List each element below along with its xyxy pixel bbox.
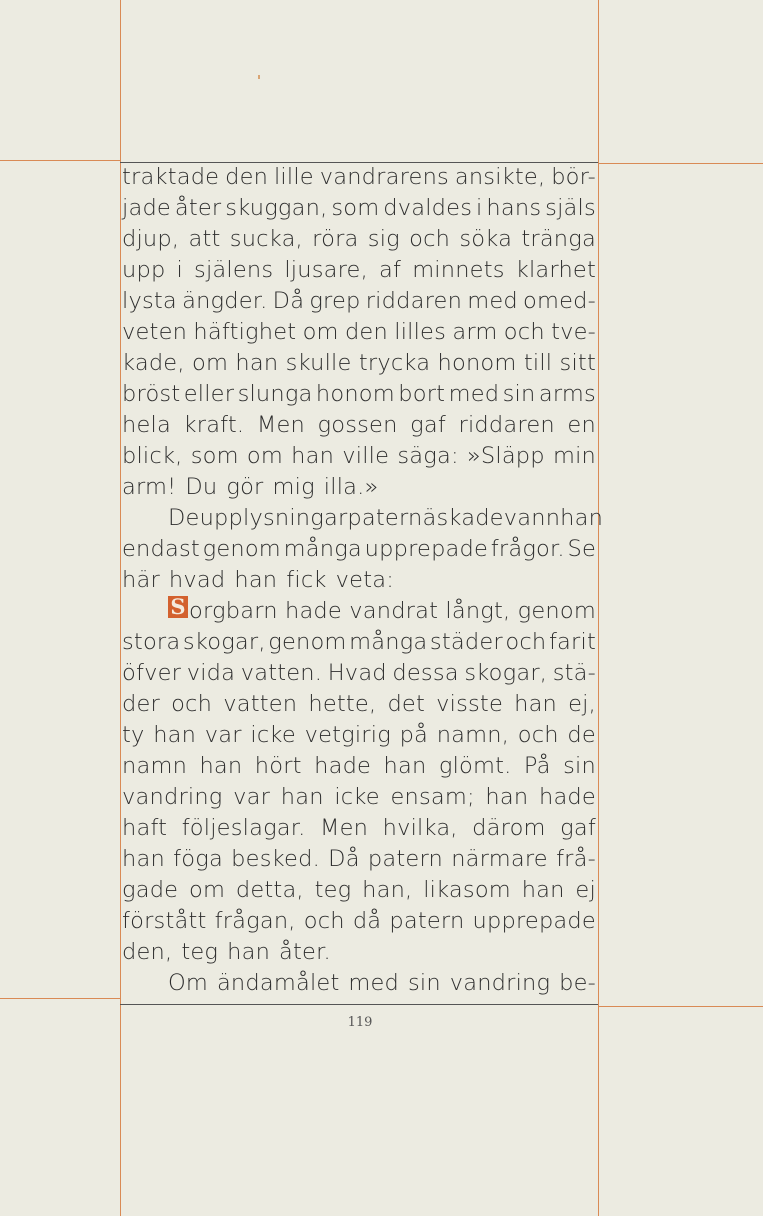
word: genom xyxy=(517,598,596,624)
word: tve- xyxy=(551,319,596,345)
word: gaf xyxy=(560,815,596,841)
word: lille xyxy=(273,164,314,190)
word: ängder. xyxy=(182,288,268,314)
word: bör- xyxy=(551,164,596,190)
word: ensam; xyxy=(390,784,475,810)
word: likasom xyxy=(423,877,511,903)
word: många xyxy=(283,536,362,562)
word: och xyxy=(171,691,213,717)
word: Se xyxy=(567,536,596,562)
word: Hvad xyxy=(327,660,387,686)
word: öfver xyxy=(122,660,182,686)
word: åter. xyxy=(279,939,331,965)
text-line xyxy=(122,410,596,441)
word: Då xyxy=(328,846,360,872)
word: På xyxy=(523,753,551,779)
text-line xyxy=(122,348,596,379)
word: den xyxy=(344,319,388,345)
word: dessa xyxy=(392,660,459,686)
word: vatten. xyxy=(240,660,323,686)
word: omed- xyxy=(523,288,596,314)
word: om xyxy=(192,350,229,376)
word: hvad xyxy=(168,567,226,593)
word: slunga xyxy=(237,381,313,407)
word: riddaren xyxy=(458,412,555,438)
word: de xyxy=(567,722,596,748)
word: skogar, xyxy=(182,629,266,655)
word: honom xyxy=(437,350,517,376)
word: var xyxy=(233,784,271,810)
word: der xyxy=(122,691,160,717)
word: söka xyxy=(459,226,513,252)
word: han xyxy=(122,846,165,872)
word: vida xyxy=(186,660,236,686)
word: hört xyxy=(254,753,302,779)
word: riddaren xyxy=(365,288,463,314)
text-line xyxy=(122,968,596,999)
word: arm! xyxy=(122,474,177,500)
text-line xyxy=(122,782,596,813)
word: många xyxy=(349,629,428,655)
word: Om xyxy=(168,970,209,996)
word: Men xyxy=(256,412,305,438)
word: frågor. xyxy=(490,536,565,562)
word: genom xyxy=(202,536,281,562)
paper-speck xyxy=(258,75,260,79)
word: den xyxy=(225,164,269,190)
word: långt, xyxy=(445,598,511,624)
word: han xyxy=(234,567,278,593)
word: här xyxy=(122,567,160,593)
word: som xyxy=(190,443,239,469)
text-line xyxy=(122,193,596,224)
word: att xyxy=(188,226,221,252)
word: haft xyxy=(122,815,168,841)
word: om xyxy=(302,319,339,345)
word: Du xyxy=(185,474,218,500)
word: frå- xyxy=(556,846,596,872)
word: röra xyxy=(312,226,359,252)
bottom-rule-left xyxy=(0,998,120,999)
right-margin-rule xyxy=(598,0,599,1216)
word: namn xyxy=(122,753,188,779)
text-line xyxy=(122,503,604,534)
word: i xyxy=(476,195,483,221)
word: och xyxy=(503,319,545,345)
word: ej, xyxy=(568,691,596,717)
text-line xyxy=(122,534,596,565)
word: frågan, xyxy=(214,908,296,934)
word: skuggan, xyxy=(225,195,328,221)
word: bröst xyxy=(122,381,181,407)
word: upplysningar xyxy=(199,505,348,531)
text-line xyxy=(122,379,596,410)
word: ansikte, xyxy=(454,164,546,190)
word: hela xyxy=(122,412,171,438)
word: eller xyxy=(183,381,235,407)
word: kade, xyxy=(122,350,185,376)
word: ändamålet xyxy=(216,970,340,996)
word: teg xyxy=(181,939,219,965)
word: lilles xyxy=(394,319,447,345)
word: hette, xyxy=(308,691,377,717)
word: hvilka, xyxy=(382,815,458,841)
word: namn, xyxy=(436,722,510,748)
page-number: 119 xyxy=(347,1015,373,1030)
word: besked. xyxy=(231,846,320,872)
word: ty xyxy=(122,722,145,748)
word: kraft. xyxy=(183,412,245,438)
word: sin xyxy=(563,753,596,779)
word: skogar, xyxy=(464,660,548,686)
word: sucka, xyxy=(229,226,303,252)
word: farit xyxy=(548,629,596,655)
word: han xyxy=(383,753,427,779)
text-line xyxy=(122,906,596,937)
word: med xyxy=(448,381,500,407)
word: illa.» xyxy=(323,474,379,500)
word: han xyxy=(153,722,197,748)
word: minnets xyxy=(412,257,505,283)
word: traktade xyxy=(122,164,220,190)
word: och xyxy=(517,722,559,748)
word: af xyxy=(379,257,402,283)
word: med xyxy=(467,288,518,314)
word: grep xyxy=(309,288,361,314)
word: sin xyxy=(407,970,441,996)
word: genom xyxy=(268,629,347,655)
word: gade xyxy=(122,877,179,903)
word: stora xyxy=(122,629,181,655)
word: hans xyxy=(486,195,542,221)
word: honom xyxy=(315,381,395,407)
word: på xyxy=(399,722,429,748)
word: »Släpp xyxy=(466,443,545,469)
word: han xyxy=(485,784,529,810)
text-line xyxy=(122,627,596,658)
word: till xyxy=(523,350,553,376)
word: Men xyxy=(320,815,369,841)
word: hade xyxy=(314,753,372,779)
text-line xyxy=(122,441,596,472)
word: häftighet xyxy=(193,319,297,345)
body-text xyxy=(122,162,604,999)
top-rule-left xyxy=(0,160,120,161)
word: gaf xyxy=(410,412,446,438)
word: stä- xyxy=(552,660,596,686)
word: vatten xyxy=(223,691,298,717)
word: djup, xyxy=(122,226,180,252)
word: patern xyxy=(347,505,423,531)
text-line xyxy=(122,689,596,720)
word: var xyxy=(204,722,242,748)
word: vandrarens xyxy=(319,164,449,190)
word: vann xyxy=(503,505,561,531)
word: icke xyxy=(334,784,380,810)
word: förstått xyxy=(122,908,207,934)
word: han, xyxy=(362,877,413,903)
word: sig xyxy=(367,226,400,252)
word: och xyxy=(505,629,547,655)
text-line xyxy=(122,472,596,503)
word: orgbarn xyxy=(189,598,278,624)
word: hade xyxy=(284,598,342,624)
word: äskade xyxy=(422,505,504,531)
word: upprepade xyxy=(472,908,596,934)
word: han xyxy=(521,877,565,903)
word: ljusare, xyxy=(284,257,368,283)
word: sin xyxy=(502,381,536,407)
bottom-rule-right xyxy=(598,1006,763,1007)
word: han xyxy=(560,505,604,531)
word: veta: xyxy=(335,567,395,593)
text-line xyxy=(122,286,596,317)
word: bort xyxy=(398,381,446,407)
text-line xyxy=(122,720,596,751)
word: glömt. xyxy=(438,753,512,779)
text-line xyxy=(122,565,596,596)
drop-initial: S xyxy=(168,596,188,618)
word: upprepade xyxy=(364,536,489,562)
word: min xyxy=(552,443,596,469)
word: teg xyxy=(314,877,352,903)
word: trycka xyxy=(358,350,431,376)
word: sitt xyxy=(559,350,596,376)
text-line xyxy=(122,813,596,844)
word: fick xyxy=(286,567,327,593)
word: De xyxy=(168,505,200,531)
word: själens xyxy=(194,257,274,283)
left-margin-rule xyxy=(120,0,121,1216)
text-line xyxy=(122,658,596,689)
word: säga: xyxy=(397,443,459,469)
word: blick, xyxy=(122,443,183,469)
word: patern xyxy=(389,908,465,934)
text-line xyxy=(122,596,596,627)
word: mig xyxy=(272,474,315,500)
word: dvaldes xyxy=(383,195,473,221)
word: en xyxy=(567,412,596,438)
text-line xyxy=(122,751,596,782)
word: jade xyxy=(122,195,171,221)
word: arms xyxy=(538,381,596,407)
word: föga xyxy=(173,846,223,872)
word: icke xyxy=(250,722,296,748)
word: han xyxy=(227,939,271,965)
word: gör xyxy=(226,474,264,500)
word: tränga xyxy=(521,226,596,252)
word: då xyxy=(352,908,382,934)
word: den, xyxy=(122,939,173,965)
word: upp xyxy=(122,257,166,283)
word: därom xyxy=(472,815,546,841)
text-line xyxy=(122,224,596,255)
word: han xyxy=(199,753,243,779)
word: följeslagar. xyxy=(181,815,306,841)
text-line xyxy=(122,162,596,193)
word: veten xyxy=(122,319,188,345)
word: med xyxy=(348,970,400,996)
bottom-rule-text xyxy=(120,1004,598,1005)
word: närmare xyxy=(451,846,548,872)
word: städer xyxy=(429,629,503,655)
text-line xyxy=(122,255,596,286)
word: detta, xyxy=(235,877,304,903)
word: han xyxy=(514,691,558,717)
word: om xyxy=(246,443,283,469)
word: han xyxy=(235,350,279,376)
text-line xyxy=(122,937,596,968)
word: i xyxy=(176,257,183,283)
word: hade xyxy=(538,784,596,810)
initial-line-text xyxy=(189,596,596,627)
word: det xyxy=(387,691,425,717)
text-line xyxy=(122,875,596,906)
word: gossen xyxy=(317,412,398,438)
word: vetgirig xyxy=(304,722,391,748)
word: vandring xyxy=(449,970,551,996)
word: patern xyxy=(367,846,443,872)
word: klarhet xyxy=(515,257,596,283)
word: ville xyxy=(342,443,390,469)
text-line xyxy=(122,317,596,348)
word: själs xyxy=(545,195,596,221)
word: vandrat xyxy=(349,598,439,624)
word: han xyxy=(291,443,335,469)
word: om xyxy=(189,877,226,903)
word: lysta xyxy=(122,288,177,314)
word: be- xyxy=(559,970,596,996)
word: och xyxy=(303,908,345,934)
word: som xyxy=(331,195,380,221)
word: han xyxy=(280,784,324,810)
word: visste xyxy=(436,691,503,717)
text-line xyxy=(122,844,596,875)
word: skulle xyxy=(285,350,352,376)
word: vandring xyxy=(122,784,223,810)
top-rule-right xyxy=(598,163,763,164)
word: ej xyxy=(575,877,596,903)
word: Då xyxy=(272,288,305,314)
word: arm xyxy=(452,319,498,345)
word: endast xyxy=(122,536,200,562)
word: och xyxy=(409,226,451,252)
word: åter xyxy=(174,195,222,221)
